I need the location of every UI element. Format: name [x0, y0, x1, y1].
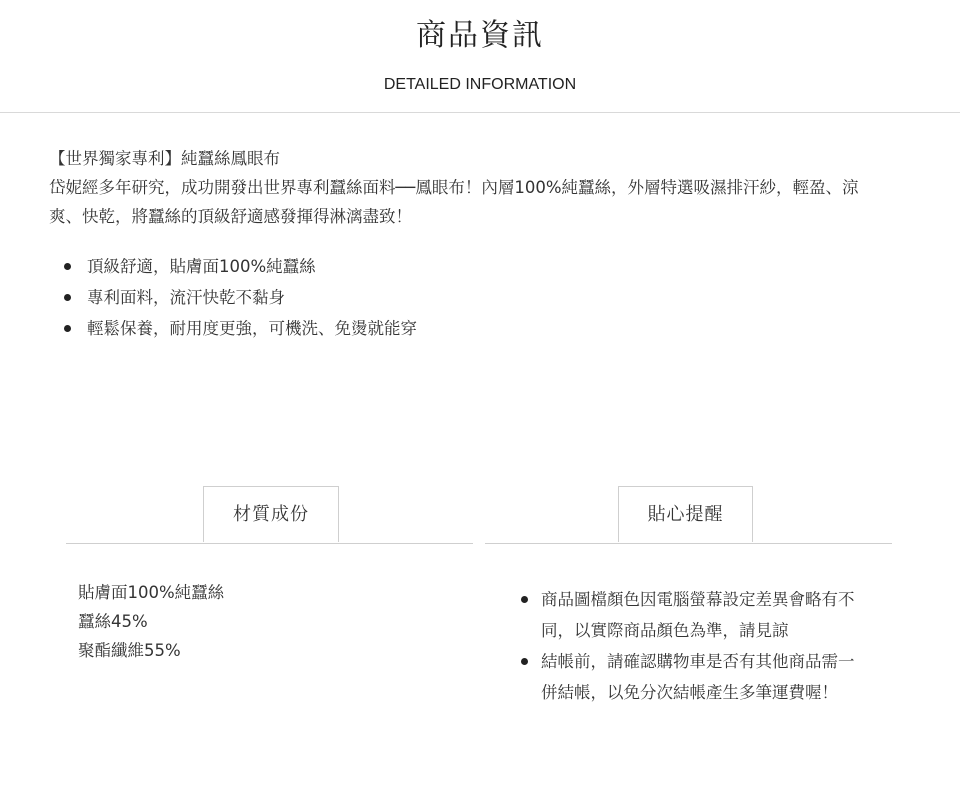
note-item: 結帳前，請確認購物車是否有其他商品需一併結帳，以免分次結帳產生多筆運費喔！ [519, 646, 859, 708]
description-body: 岱妮經多年研究，成功開發出世界專利蠶絲面料──鳳眼布！內層100%純蠶絲，外層特選吸濕排汗紗，輕盈、涼爽、快乾，將蠶絲的頂級舒適感發揮得淋漓盡致！ [49, 178, 859, 226]
materials-divider [66, 543, 473, 544]
material-line: 蠶絲45% [78, 612, 148, 631]
material-line: 聚酯纖維55% [78, 641, 181, 660]
product-info-header [0, 0, 960, 113]
feature-item: 頂級舒適，貼膚面100%純蠶絲 [49, 251, 889, 282]
material-line: 貼膚面100%純蠶絲 [78, 583, 225, 602]
materials-content [78, 578, 224, 665]
tab-materials[interactable]: 材質成份 [203, 486, 339, 542]
note-item: 商品圖檔顏色因電腦螢幕設定差異會略有不同，以實際商品顏色為準，請見諒 [519, 584, 859, 646]
tab-notes[interactable]: 貼心提醒 [618, 486, 753, 542]
feature-item: 輕鬆保養，耐用度更強，可機洗、免燙就能穿 [49, 313, 889, 344]
feature-item: 專利面料，流汗快乾不黏身 [49, 282, 889, 313]
description-headline: 【世界獨家專利】純蠶絲鳳眼布 [49, 149, 280, 168]
page-subtitle: DETAILED INFORMATION [383, 76, 577, 93]
feature-list [49, 251, 889, 344]
notes-list [519, 584, 859, 708]
page-title: 商品資訊 [416, 18, 544, 53]
product-description [49, 144, 889, 344]
notes-divider [485, 543, 892, 544]
